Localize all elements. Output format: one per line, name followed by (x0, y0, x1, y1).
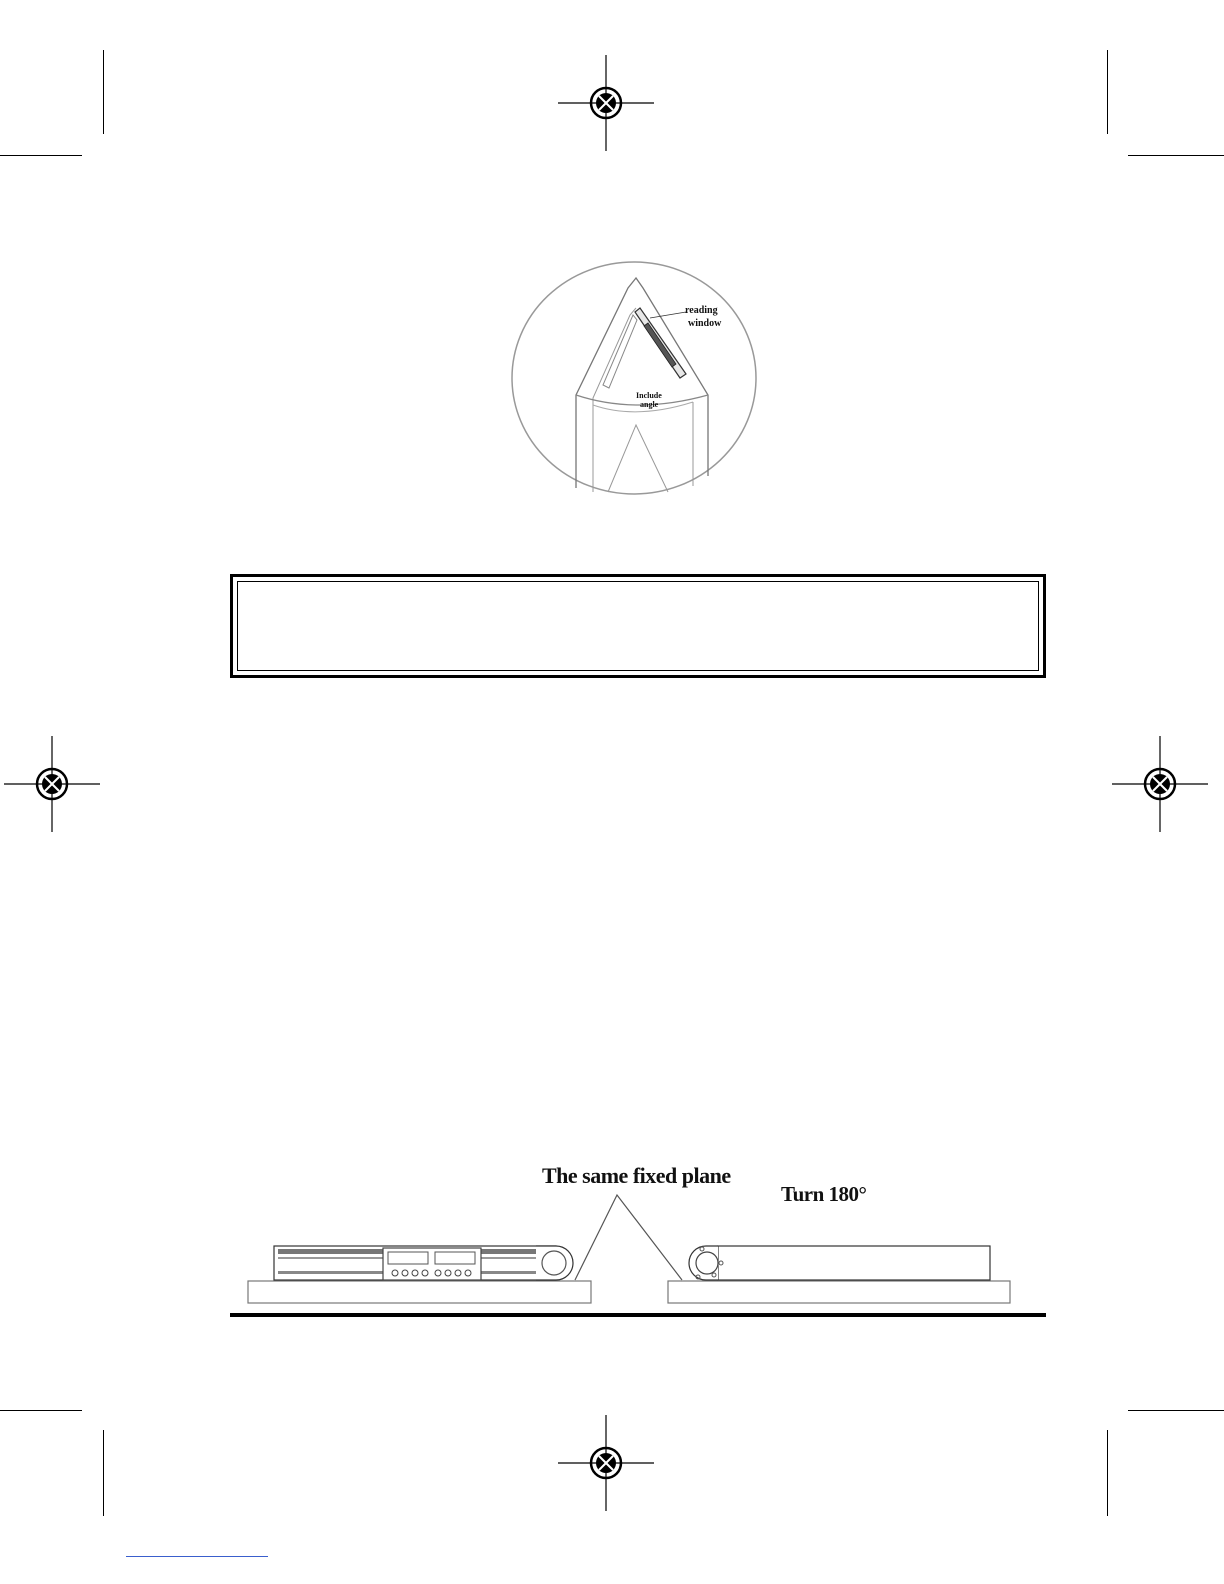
registration-mark-icon (2, 734, 102, 834)
protractor-detail-illustration (508, 260, 764, 500)
notice-box (230, 574, 1046, 678)
notice-box-inner-frame (237, 581, 1039, 671)
fixed-plane-illustration (240, 1185, 1030, 1310)
footer-underline (126, 1556, 268, 1557)
crop-mark (1107, 50, 1108, 134)
same-fixed-plane-label: The same fixed plane (542, 1163, 731, 1188)
angle-label: angle (640, 400, 659, 409)
figure-rule (230, 1313, 1046, 1317)
registration-mark-icon (556, 53, 656, 153)
window-label: window (688, 318, 722, 329)
crop-mark (103, 50, 104, 134)
crop-mark (1128, 1410, 1224, 1411)
crop-mark (0, 155, 82, 156)
turn-180-label: Turn 180° (781, 1182, 867, 1206)
crop-mark (0, 1410, 82, 1411)
reading-label: reading (685, 305, 718, 316)
crop-mark (1128, 155, 1224, 156)
registration-mark-icon (556, 1413, 656, 1513)
include-label: Include (636, 391, 662, 400)
crop-mark (1107, 1430, 1108, 1516)
crop-mark (103, 1430, 104, 1516)
registration-mark-icon (1110, 734, 1210, 834)
